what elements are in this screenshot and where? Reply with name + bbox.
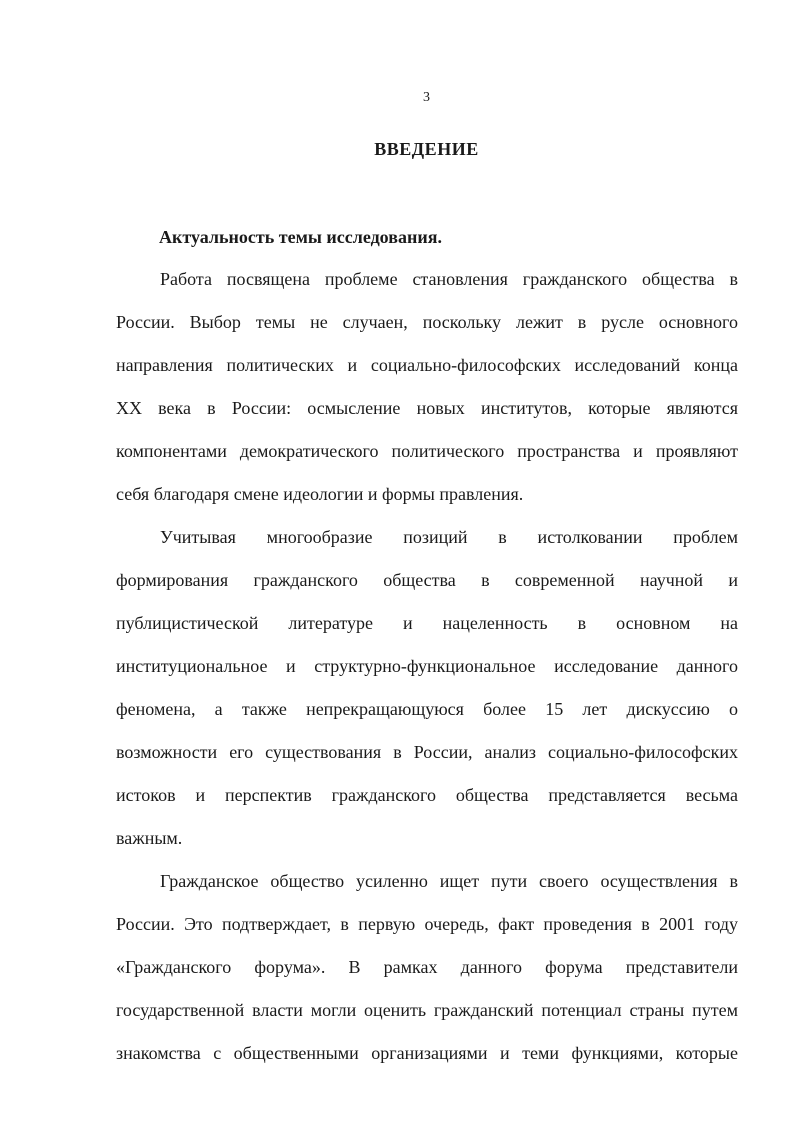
page-number: 3	[423, 90, 430, 105]
section-subheading: Актуальность темы исследования.	[159, 227, 442, 247]
paragraph-3-line-1: Гражданское общество усиленно ищет пути своего осуществления в	[160, 871, 738, 891]
paragraph-1-line-1: Работа посвящена проблеме становления гражданского общества в	[160, 269, 738, 289]
paragraph-2-line-7: истоков и перспектив гражданского общества представляется весьма	[116, 785, 738, 805]
paragraph-3-line-5: знакомства с общественными организациями и теми функциями, которые	[116, 1043, 738, 1063]
paragraph-2-line-4: институциональное и структурно-функциональное исследование данного	[116, 656, 738, 676]
paragraph-3-line-4: государственной власти могли оценить гражданский потенциал страны путем	[116, 1000, 738, 1020]
paragraph-2-line-3: публицистической литературе и нацеленность в основном на	[116, 613, 738, 633]
paragraph-1-line-3: направления политических и социально-философских исследований конца	[116, 355, 738, 375]
paragraph-1-line-6: себя благодаря смене идеологии и формы правления.	[116, 484, 524, 504]
paragraph-2-line-6: возможности его существования в России, анализ социально-философских	[116, 742, 738, 762]
paragraph-1-line-4: XX века в России: осмысление новых институтов, которые являются	[116, 398, 738, 418]
paragraph-2-line-8: важным.	[116, 828, 183, 848]
paragraph-2-line-5: феномена, а также непрекращающуюся более 15 лет дискуссию о	[116, 699, 738, 719]
paragraph-3-line-2: России. Это подтверждает, в первую очередь, факт проведения в 2001 году	[116, 914, 738, 934]
page-title: ВВЕДЕНИЕ	[374, 139, 479, 159]
paragraph-1-line-5: компонентами демократического политического пространства и проявляют	[116, 441, 738, 461]
paragraph-3-line-3: «Гражданского форума». В рамках данного форума представители	[116, 957, 738, 977]
paragraph-2-line-1: Учитывая многообразие позиций в истолковании проблем	[160, 527, 738, 547]
paragraph-2-line-2: формирования гражданского общества в современной научной и	[116, 570, 738, 590]
paragraph-1-line-2: России. Выбор темы не случаен, поскольку лежит в русле основного	[116, 312, 738, 332]
